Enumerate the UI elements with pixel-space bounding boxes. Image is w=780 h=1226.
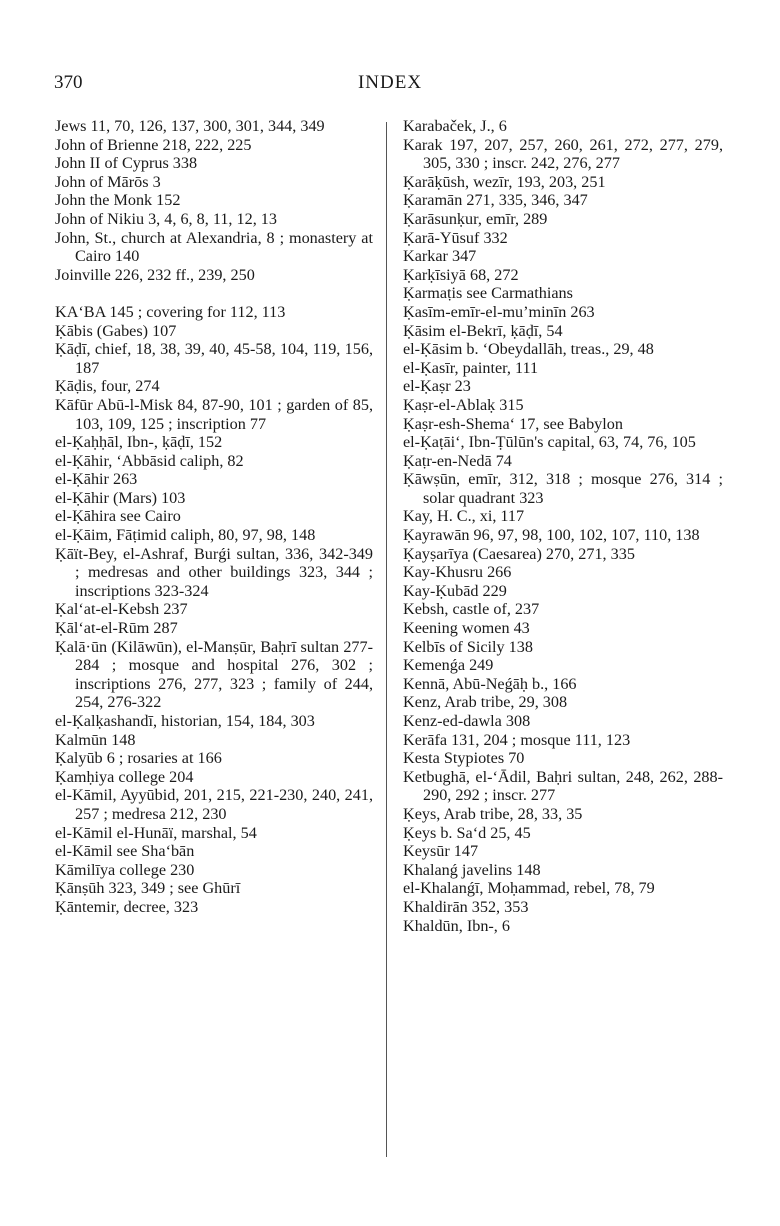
- index-entry: Khaldirān 352, 353: [403, 897, 529, 916]
- index-entry: Khaldūn, Ibn-, 6: [403, 916, 510, 935]
- index-entry: Kebsh, castle of, 237: [403, 600, 540, 619]
- index-entry: Ḳānṣūh 323, 349 ; see Ghūrī: [55, 879, 241, 898]
- index-entry: Ḳāït-Bey, el-Ashraf, Burǵi sultan, 336, 342-349 ; medresas and other buildings 323, 344 ; inscriptions 323-324: [55, 544, 373, 600]
- index-entry: Ḳalyūb 6 ; rosaries at 166: [55, 749, 222, 768]
- index-entry: Karabaček, J., 6: [403, 117, 507, 135]
- index-entry: Ḳāntemir, decree, 323: [55, 897, 199, 916]
- index-entry: Ḳaṣr-el-Ablaḳ 315: [403, 395, 524, 414]
- index-entry: John of Nikiu 3, 4, 6, 8, 11, 12, 13: [55, 209, 277, 228]
- index-column-right: [403, 117, 723, 935]
- index-entry: Ḳeys, Arab tribe, 28, 33, 35: [403, 804, 583, 823]
- index-entry: Kenz, Arab tribe, 29, 308: [403, 693, 568, 712]
- index-entry: Kay-Khusru 266: [403, 563, 512, 582]
- index-entry: Karak 197, 207, 257, 260, 261, 272, 277, 279, 305, 330 ; inscr. 242, 276, 277: [403, 135, 723, 173]
- index-entry: Kerāfa 131, 204 ; mosque 111, 123: [403, 730, 631, 749]
- index-entry: el-Kāmil see Sha‘bān: [55, 842, 195, 861]
- index-entry: Kelbīs of Sicily 138: [403, 637, 533, 656]
- index-entry: el-Kāmil, Ayyūbid, 201, 215, 221-230, 240, 241, 257 ; medresa 212, 230: [55, 786, 373, 823]
- index-entry: Ḳaṣr-esh-Shema‘ 17, see Babylon: [403, 414, 623, 433]
- index-entry: Kesta Stypiotes 70: [403, 749, 525, 768]
- index-entry: Ḳāwṣūn, emīr, 312, 318 ; mosque 276, 314 ; solar quadrant 323: [403, 470, 723, 507]
- index-entry: Ḳarḳīsiyā 68, 272: [403, 265, 519, 284]
- index-entry: Keening women 43: [403, 619, 530, 638]
- index-entry: Ḳāḍī, chief, 18, 38, 39, 40, 45-58, 104, 119, 156, 187: [55, 340, 373, 377]
- index-entry: el-Ḳaḥḥāl, Ibn-, ḳāḍī, 152: [55, 433, 223, 452]
- index-entry: Ḳayrawān 96, 97, 98, 100, 102, 107, 110, 138: [403, 526, 700, 545]
- index-entry: Jews 11, 70, 126, 137, 300, 301, 344, 349: [55, 117, 325, 135]
- index-entry: John of Brienne 218, 222, 225: [55, 135, 252, 154]
- index-entry: Khalanǵ javelins 148: [403, 860, 541, 879]
- index-entry: Kemenǵa 249: [403, 656, 494, 675]
- index-entry: Kay, H. C., xi, 117: [403, 507, 525, 526]
- index-entry: Kalmūn 148: [55, 730, 136, 749]
- index-entry: Ḳasīm-emīr-el-mu’minīn 263: [403, 302, 595, 321]
- index-entry: el-Ḳalḳashandī, historian, 154, 184, 303: [55, 712, 315, 730]
- index-entry: el-Khalanǵī, Moḥammad, rebel, 78, 79: [403, 879, 655, 898]
- index-entry: Ḳaṭr-en-Nedā 74: [403, 451, 512, 470]
- index-entry: Ḳalā·ūn (Kilāwūn), el-Manṣūr, Baḥrī sultan 277-284 ; mosque and hospital 276, 302 ; inscriptions 276, 277, 323 ; family of 244, 254, 276-322: [55, 637, 373, 712]
- index-entry: el-Ḳāhira see Cairo: [55, 507, 181, 526]
- index-entry: KA‘BA 145 ; covering for 112, 113: [55, 302, 286, 321]
- index-entry: Ḳarāḳūsh, wezīr, 193, 203, 251: [403, 172, 606, 191]
- index-entry: John the Monk 152: [55, 191, 181, 210]
- index-entry: Ḳāsim el-Bekrī, ḳāḍī, 54: [403, 321, 563, 340]
- index-entry: Ḳarā-Yūsuf 332: [403, 228, 508, 247]
- index-entry: el-Ḳāim, Fāṭimid caliph, 80, 97, 98, 148: [55, 526, 316, 545]
- index-column-left: [55, 117, 373, 917]
- index-entry: Ḳaramān 271, 335, 346, 347: [403, 191, 588, 210]
- index-entry: Kāmilīya college 230: [55, 860, 195, 879]
- page-number: 370: [54, 72, 83, 93]
- index-entry: Ḳarmaṭis see Carmathians: [403, 284, 573, 303]
- index-entry: el-Ḳaṣr 23: [403, 377, 471, 396]
- running-title: INDEX: [357, 72, 423, 93]
- index-entry: Karkar 347: [403, 247, 477, 266]
- index-entry: Kenz-ed-dawla 308: [403, 712, 531, 730]
- index-entry: Ḳal‘at-el-Kebsh 237: [55, 600, 188, 619]
- index-entry: el-Ḳāhir (Mars) 103: [55, 488, 186, 507]
- index-entry: John, St., church at Alexandria, 8 ; monastery at Cairo 140: [55, 228, 373, 266]
- index-entry: Ḳeys b. Sa‘d 25, 45: [403, 823, 531, 842]
- index-entry: Kay-Ḳubād 229: [403, 581, 507, 600]
- index-entry: Joinville 226, 232 ff., 239, 250: [55, 265, 255, 284]
- index-entry: el-Kāmil el-Hunāï, marshal, 54: [55, 823, 257, 842]
- index-entry: John II of Cyprus 338: [55, 154, 198, 173]
- column-divider: [386, 122, 387, 1157]
- index-entry: el-Ḳāhir 263: [55, 470, 138, 489]
- index-entry: Ḳamḥiya college 204: [55, 767, 194, 786]
- index-entry: Ḳarāsunḳur, emīr, 289: [403, 209, 548, 228]
- index-entry: el-Ḳasīr, painter, 111: [403, 358, 539, 377]
- index-entry: Ḳāḍis, four, 274: [55, 377, 160, 396]
- index-entry: Ḳayṣarīya (Caesarea) 270, 271, 335: [403, 544, 635, 563]
- index-entry: John of Mārōs 3: [55, 172, 161, 191]
- index-entry: Ḳābis (Gabes) 107: [55, 321, 177, 340]
- index-entry: Kāfūr Abū-l-Misk 84, 87-90, 101 ; garden of 85, 103, 109, 125 ; inscription 77: [55, 395, 373, 433]
- index-entry: Ḳāl‘at-el-Rūm 287: [55, 619, 178, 638]
- index-entry: el-Ḳāsim b. ‘Obeydallāh, treas., 29, 48: [403, 340, 654, 359]
- index-entry: el-Ḳaṭāi‘, Ibn-Ṭūlūn's capital, 63, 74, 76, 105: [403, 433, 696, 452]
- index-entry: Ketbughā, el-‘Ādil, Baḥri sultan, 248, 262, 288-290, 292 ; inscr. 277: [403, 767, 723, 805]
- index-entry: Keysūr 147: [403, 842, 479, 861]
- index-entry: el-Ḳāhir, ‘Abbāsid caliph, 82: [55, 451, 244, 470]
- index-entry: Kennā, Abū-Neǵāḥ b., 166: [403, 674, 577, 693]
